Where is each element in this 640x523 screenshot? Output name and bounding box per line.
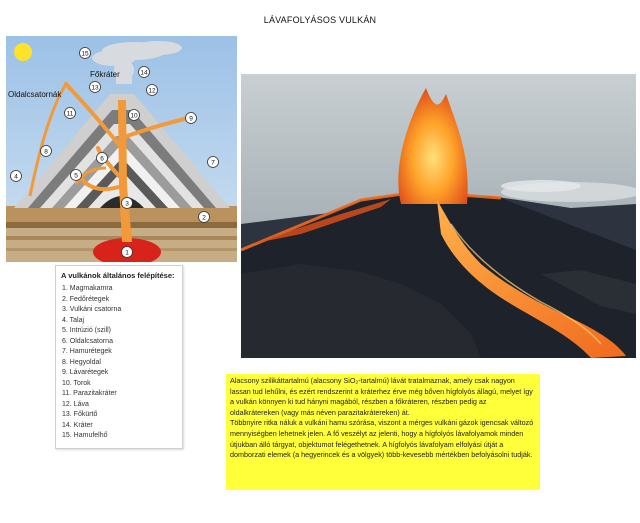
legend-item: 3. Vulkáni csatorna [62, 306, 122, 313]
callout-number: 1 [125, 249, 129, 257]
legend-item: 9. Lávarétegek [62, 369, 109, 376]
legend-item: 6. Oldalcsatorna [62, 337, 113, 345]
label-side-channels: Oldalcsatornák [8, 90, 62, 99]
legend-item: 13. Főkürtő [62, 411, 98, 418]
callout-number: 4 [14, 173, 18, 181]
volcano-structure-diagram [6, 36, 237, 262]
legend-item: 8. Hegyoldal [62, 358, 101, 366]
callout-number: 13 [91, 84, 99, 92]
legend-item: 7. Hamurétegek [62, 348, 112, 355]
callout-number: 11 [66, 110, 74, 118]
sun-icon [14, 43, 32, 61]
legend-box [55, 265, 183, 449]
page-title: LÁVAFOLYÁSOS VULKÁN [263, 15, 377, 25]
callout-number: 9 [189, 115, 193, 123]
legend-list [61, 284, 177, 442]
legend-title: A vulkánok általános felépítése: [61, 271, 175, 280]
legend-item: 12. Láva [62, 400, 89, 408]
callout-number: 14 [140, 69, 148, 77]
callout-number: 3 [125, 200, 129, 208]
lava-eruption-photo [241, 74, 636, 358]
legend-item: 11. Parazitakráter [62, 390, 117, 397]
legend-item: 5. Intrúzió (szill) [62, 327, 112, 334]
callout-number: 10 [130, 112, 138, 120]
legend-item: 4. Talaj [62, 316, 85, 324]
description-box [226, 374, 540, 490]
description-paragraph: Többnyire ritka náluk a vulkáni hamu szórása, viszont a mérges vulkáni gázok igencsak változó mennyiségben lehetnek jelen. A fő veszélyt az jelenti, hogy a hígfolyós lávafolyamok minden útjukban álló tárgyat, objektumot felégethetnek. A hígfolyós lávafolyam elfolyási útját a domborzati elemek (a hegyerincek és a völgyek) több-kevesebb mértékben befolyásolni tudják. [230, 418, 534, 460]
callout-number: 15 [81, 50, 89, 58]
callout-number: 6 [100, 155, 104, 163]
description-paragraph: Alacsony szilikáttartalmú (alacsony SiO₂-tartalmú) lávát tratalmaznak, amely csak nagyon lassan tud lehűlni, és ezért rendszerint a kráterhez érve még bőven hígfolyós állagú, melyet így a vulkán könnyen ki tud hányni magából, részben a főkráteren, részben pedig az oldalkrátereken (vagy más néven parazitakrátereken) át. [230, 376, 533, 417]
legend-item: 2. Fedőrétegek [62, 295, 110, 303]
legend-item: 10. Torok [62, 379, 91, 387]
callout-number: 2 [202, 214, 206, 222]
callout-number: 7 [211, 159, 215, 167]
callout-number: 5 [74, 172, 78, 180]
callout-number: 12 [148, 87, 156, 95]
legend-item: 14. Kráter [62, 421, 93, 429]
label-main-crater: Főkráter [90, 70, 120, 79]
legend-item: 15. Hamufelhő [62, 432, 108, 439]
legend-item: 1. Magmakamra [62, 285, 113, 292]
callout-number: 8 [44, 148, 48, 156]
